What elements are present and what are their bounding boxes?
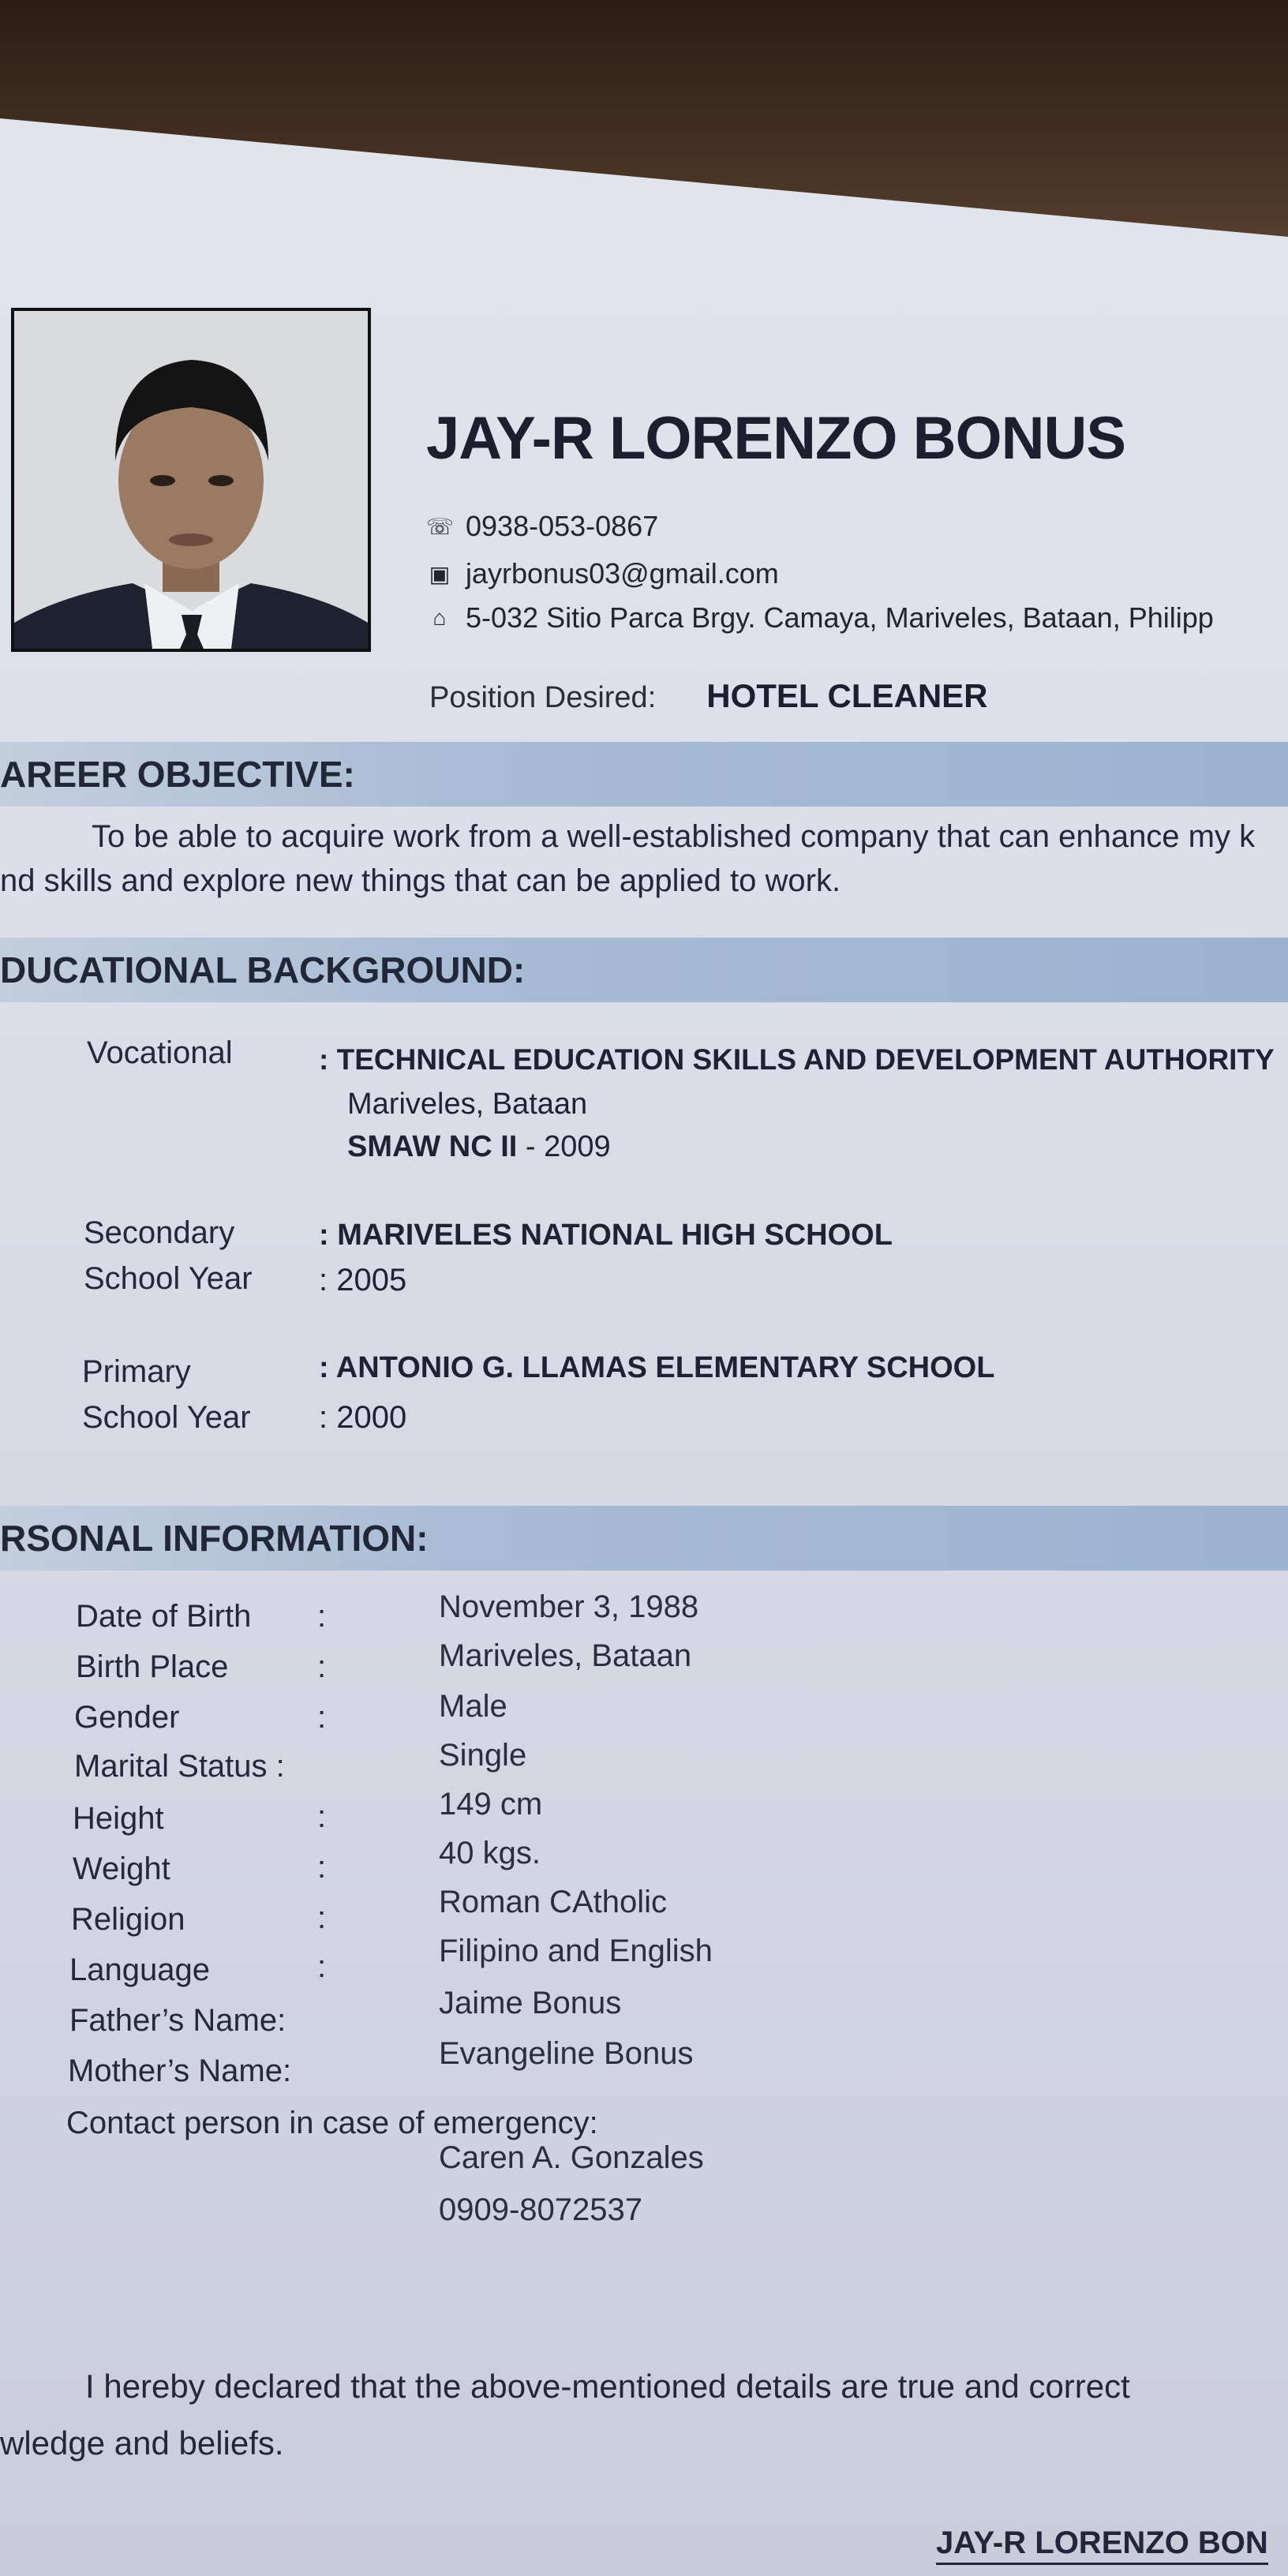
primary-year: : 2000 — [319, 1400, 407, 1435]
home-icon: ⌂ — [432, 605, 447, 630]
info-value-birth-place: Mariveles, Bataan — [439, 1638, 692, 1673]
vocational-year: - 2009 — [517, 1130, 611, 1163]
info-label-weight: Weight — [73, 1852, 170, 1886]
info-value-birth-date: November 3, 1988 — [439, 1589, 699, 1624]
info-colon: : — [317, 1850, 327, 1885]
phone-number: 0938-053-0867 — [466, 510, 659, 542]
primary-school: : ANTONIO G. LLAMAS ELEMENTARY SCHOOL — [319, 1351, 995, 1384]
info-label-religion: Religion — [71, 1902, 185, 1937]
info-value-weight: 40 kgs. — [439, 1836, 541, 1870]
personal-info-header — [0, 1506, 1288, 1571]
primary-label: Primary — [82, 1354, 191, 1389]
vocational-cert: SMAW NC II — [347, 1130, 518, 1163]
info-label-language: Language — [69, 1953, 210, 1987]
career-objective-header — [0, 742, 1288, 807]
info-value-language: Filipino and English — [439, 1934, 713, 1968]
objective-line-2: nd skills and explore new things that can be applied to work. — [0, 863, 841, 898]
education-header — [0, 938, 1288, 1002]
info-value-mother-name: Evangeline Bonus — [439, 2036, 694, 2071]
applicant-name: JAY-R LORENZO BONUS — [426, 405, 1126, 472]
person-portrait-icon — [14, 311, 368, 649]
email-address: jayrbonus03@gmail.com — [466, 557, 779, 590]
secondary-label: Secondary — [84, 1215, 235, 1250]
info-value-religion: Roman CAtholic — [439, 1885, 668, 1919]
secondary-school: : MARIVELES NATIONAL HIGH SCHOOL — [319, 1219, 893, 1252]
info-value-marital-status: Single — [439, 1738, 527, 1773]
position-value: HOTEL CLEANER — [706, 677, 988, 714]
info-label-birth-date: Date of Birth — [76, 1599, 252, 1634]
phone-row — [426, 510, 658, 543]
secondary-year-label: School Year — [84, 1261, 253, 1296]
vocational-place: Mariveles, Bataan — [347, 1088, 588, 1121]
emergency-contact-label: Contact person in case of emergency: — [66, 2106, 598, 2140]
info-label-father-name: Father’s Name: — [69, 2003, 286, 2038]
email-row — [426, 557, 779, 590]
profile-photo — [11, 308, 371, 652]
info-label-mother-name: Mother’s Name: — [68, 2054, 292, 2088]
info-colon: : — [317, 1599, 327, 1634]
info-label-marital-status: Marital Status : — [74, 1749, 285, 1784]
signature-name: JAY-R LORENZO BON — [936, 2525, 1268, 2565]
position-desired — [429, 677, 988, 715]
emergency-contact-phone: 0909-8072537 — [439, 2192, 643, 2227]
education-title: DUCATIONAL BACKGROUND: — [0, 949, 526, 990]
info-value-height: 149 cm — [439, 1787, 543, 1822]
secondary-year: : 2005 — [319, 1263, 407, 1297]
vocational-school: : TECHNICAL EDUCATION SKILLS AND DEVELOPMENT AUTHORITY — [319, 1043, 1275, 1076]
info-colon: : — [317, 1799, 327, 1834]
career-objective-title: AREER OBJECTIVE: — [0, 754, 355, 795]
info-label-gender: Gender — [74, 1700, 180, 1735]
position-label: Position Desired: — [429, 681, 657, 714]
emergency-contact-name: Caren A. Gonzales — [439, 2140, 704, 2175]
home-address: 5-032 Sitio Parca Brgy. Camaya, Mariveles, Bataan, Philipp — [466, 601, 1214, 634]
info-colon: : — [317, 1700, 327, 1735]
address-row — [426, 601, 1214, 635]
info-label-birth-place: Birth Place — [76, 1649, 229, 1684]
marital-status-text: Marital Status — [74, 1749, 268, 1784]
info-colon: : — [317, 1900, 327, 1935]
info-label-height: Height — [73, 1801, 164, 1836]
info-value-gender: Male — [439, 1689, 507, 1724]
declaration-line-2: wledge and beliefs. — [0, 2424, 284, 2462]
phone-icon: ☏ — [426, 514, 455, 539]
info-colon: : — [317, 1649, 327, 1684]
vocational-label: Vocational — [87, 1035, 233, 1070]
laptop-icon: ▣ — [429, 561, 451, 586]
info-value-father-name: Jaime Bonus — [439, 1986, 622, 2020]
personal-info-title: RSONAL INFORMATION: — [0, 1518, 429, 1559]
info-colon: : — [317, 1949, 327, 1984]
primary-year-label: School Year — [82, 1400, 251, 1435]
declaration-line-1: I hereby declared that the above-mentioned details are true and correct — [85, 2368, 1130, 2405]
objective-line-1: To be able to acquire work from a well-established company that can enhance my k — [92, 819, 1256, 854]
vocational-cert-row — [347, 1130, 611, 1164]
